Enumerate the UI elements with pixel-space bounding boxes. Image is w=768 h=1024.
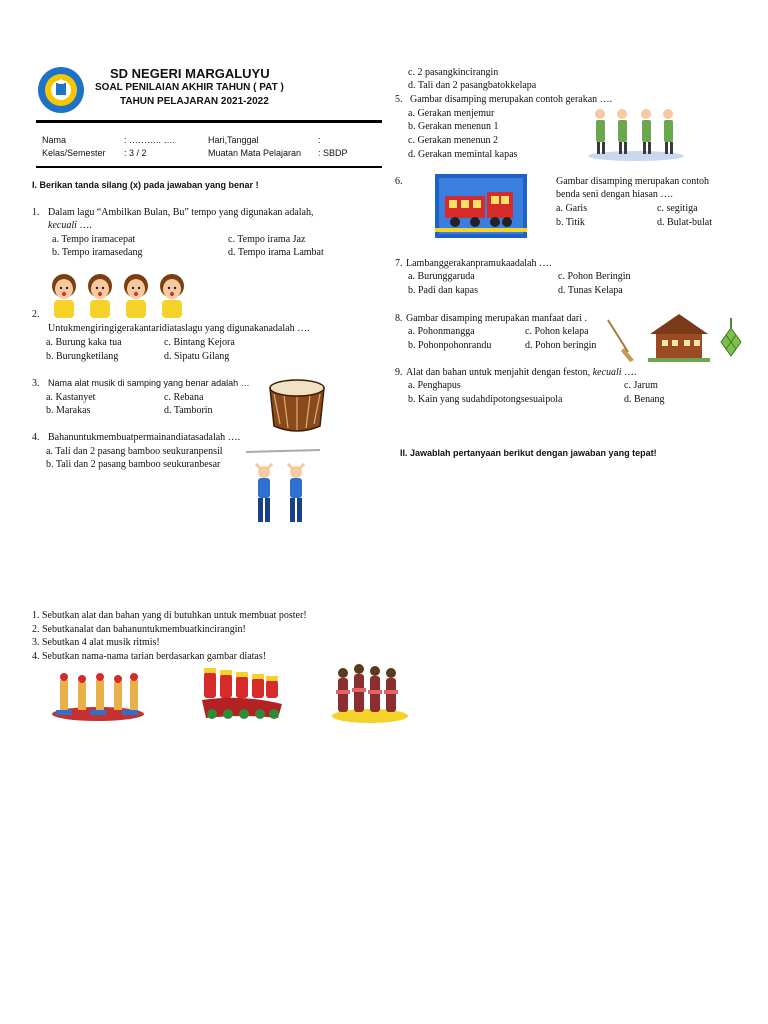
house-image [648, 312, 710, 362]
train-art-icon [435, 174, 527, 238]
q6-text-line2: benda seni dengan hiasan …. [556, 189, 673, 200]
drum-image [266, 376, 328, 438]
broom-icon [606, 318, 638, 362]
school-year: TAHUN PELAJARAN 2021-2022 [120, 96, 269, 107]
essay-question-4: 4. Sebutkan nama-nama tarian berdasarkan gambar diatas! [32, 651, 267, 662]
dancers-icon [586, 104, 686, 162]
q9-number: 9. [395, 367, 403, 378]
q7-text: Lambanggerakanpramukaadalah …. [406, 258, 552, 269]
header-rule-bottom [36, 166, 382, 168]
q1-text: Dalam lagu “Ambilkan Bulan, Bu” tempo yang digunakan adalah, [48, 207, 314, 218]
essay-question-3: 3. Sebutkan 4 alat musik ritmis! [32, 637, 160, 648]
nama-value: : ……….. …. [124, 135, 176, 145]
q6-number: 6. [395, 176, 403, 187]
q4-number: 4. [32, 432, 40, 443]
q5-option-b[interactable]: b. Gerakan menenun 1 [408, 121, 499, 132]
q7-option-c[interactable]: c. Pohon Beringin [558, 271, 631, 282]
q6-text-line1: Gambar disamping merupakan contoh [556, 176, 710, 187]
q6-option-a[interactable]: a. Garis [556, 203, 588, 214]
q3-text: Nama alat musik di samping yang benar adalah … [48, 378, 250, 388]
q3-number: 3. [32, 378, 40, 389]
q1-option-a[interactable]: a. Tempo iramacepat [52, 234, 136, 245]
q8-option-d[interactable]: d. Pohon beringin [525, 340, 597, 351]
hari-label: Hari,Tanggal [208, 135, 259, 145]
ketupat-icon [720, 318, 742, 360]
section2-title: II. Jawablah pertanyaan berikut dengan jawaban yang tepat! [400, 448, 657, 458]
singing-kids-image [48, 272, 188, 320]
school-logo [37, 66, 85, 114]
q5-option-c[interactable]: c. Gerakan menenun 2 [408, 135, 498, 146]
q5-option-a[interactable]: a. Gerakan menjemur [408, 108, 495, 119]
q4-option-b[interactable]: b. Tali dan 2 pasang bamboo seukuranbesar [46, 459, 221, 470]
dance-group-image-2 [198, 664, 284, 722]
singing-kids-icon [48, 272, 188, 320]
q8-option-c[interactable]: c. Pohon kelapa [525, 326, 589, 337]
dance-group-image-1 [50, 670, 146, 722]
broom-image [606, 318, 638, 362]
q2-option-c[interactable]: c. Bintang Kejora [164, 337, 235, 348]
q5-option-d[interactable]: d. Gerakan memintal kapas [408, 149, 518, 160]
house-icon [648, 312, 710, 362]
header-rule-top [36, 120, 382, 123]
dance-group-icon [50, 670, 146, 722]
ketupat-image [720, 318, 742, 360]
q2-number: 2. [32, 309, 40, 320]
q7-option-a[interactable]: a. Burunggaruda [408, 271, 475, 282]
q9-option-b[interactable]: b. Kain yang sudahdipotongsesuaipola [408, 394, 563, 405]
q9-option-c[interactable]: c. Jarum [624, 380, 658, 391]
hari-value: : [318, 135, 321, 145]
school-name: SD NEGERI MARGALUYU [110, 66, 270, 81]
q4-option-c[interactable]: c. 2 pasangkincirangin [408, 67, 499, 78]
q8-text: Gambar disamping merupakan manfaat dari . [406, 313, 588, 324]
q2-option-d[interactable]: d. Sipatu Gilang [164, 351, 230, 362]
bamboo-game-icon [244, 446, 322, 526]
mapel-value: : SBDP [318, 148, 348, 158]
q6-option-c[interactable]: c. segitiga [657, 203, 698, 214]
q6-option-d[interactable]: d. Bulat-bulat [657, 217, 712, 228]
nama-label: Nama [42, 135, 67, 145]
dancers-image [586, 104, 686, 162]
q1-note: kecuali …. [48, 220, 92, 231]
exam-title: SOAL PENILAIAN AKHIR TAHUN ( PAT ) [95, 82, 284, 93]
q7-option-b[interactable]: b. Padi dan kapas [408, 285, 478, 296]
mapel-label: Muatan Mata Pelajaran [208, 148, 302, 158]
bamboo-game-image [244, 446, 322, 526]
q2-option-b[interactable]: b. Burungketilang [46, 351, 119, 362]
q2-text: Untukmengiringigerakantaridiataslagu yang digunakanadalah …. [48, 323, 310, 334]
q5-text: Gambar disamping merupakan contoh gerakan …. [410, 94, 613, 105]
q8-option-b[interactable]: b. Pohonpohonrandu [408, 340, 492, 351]
q1-number: 1. [32, 207, 40, 218]
q5-number: 5. [395, 94, 403, 105]
q3-option-a[interactable]: a. Kastanyet [46, 392, 96, 403]
q7-number: 7. [395, 258, 403, 269]
drum-icon [266, 376, 328, 438]
kelas-label: Kelas/Semester [42, 148, 106, 158]
q3-option-c[interactable]: c. Rebana [164, 392, 204, 403]
logo-emblem-icon [37, 66, 85, 114]
q4-option-a[interactable]: a. Tali dan 2 pasang bamboo seukuranpensil [46, 446, 223, 457]
kelas-value: : 3 / 2 [124, 148, 147, 158]
q1-option-d[interactable]: d. Tempo irama Lambat [228, 247, 324, 258]
q8-option-a[interactable]: a. Pohonmangga [408, 326, 475, 337]
q1-option-c[interactable]: c. Tempo irama Jaz [228, 234, 306, 245]
q4-option-d[interactable]: d. Tali dan 2 pasangbatokkelapa [408, 80, 537, 91]
q4-text: Bahanuntukmembuatpermainandiatasadalah …. [48, 432, 241, 443]
q9-option-d[interactable]: d. Benang [624, 394, 665, 405]
essay-question-2: 2. Sebutkanalat dan bahanuntukmembuatkincirangin! [32, 624, 246, 635]
essay-question-1: 1. Sebutkan alat dan bahan yang di butuhkan untuk membuat poster! [32, 610, 307, 621]
q3-option-b[interactable]: b. Marakas [46, 405, 91, 416]
dance-group-icon [330, 662, 410, 724]
q6-option-b[interactable]: b. Titik [556, 217, 585, 228]
train-art-image [435, 174, 527, 238]
q7-option-d[interactable]: d. Tunas Kelapa [558, 285, 623, 296]
dance-group-image-3 [330, 662, 410, 724]
q2-option-a[interactable]: a. Burung kaka tua [46, 337, 122, 348]
dance-group-icon [198, 664, 284, 722]
q9-text: Alat dan bahan untuk menjahit dengan feston, kecuali …. [406, 367, 637, 378]
q9-option-a[interactable]: a. Penghapus [408, 380, 461, 391]
q1-option-b[interactable]: b. Tempo iramasedang [52, 247, 143, 258]
q8-number: 8. [395, 313, 403, 324]
section1-title: I. Berikan tanda silang (x) pada jawaban yang benar ! [32, 180, 259, 190]
q3-option-d[interactable]: d. Tamborin [164, 405, 213, 416]
